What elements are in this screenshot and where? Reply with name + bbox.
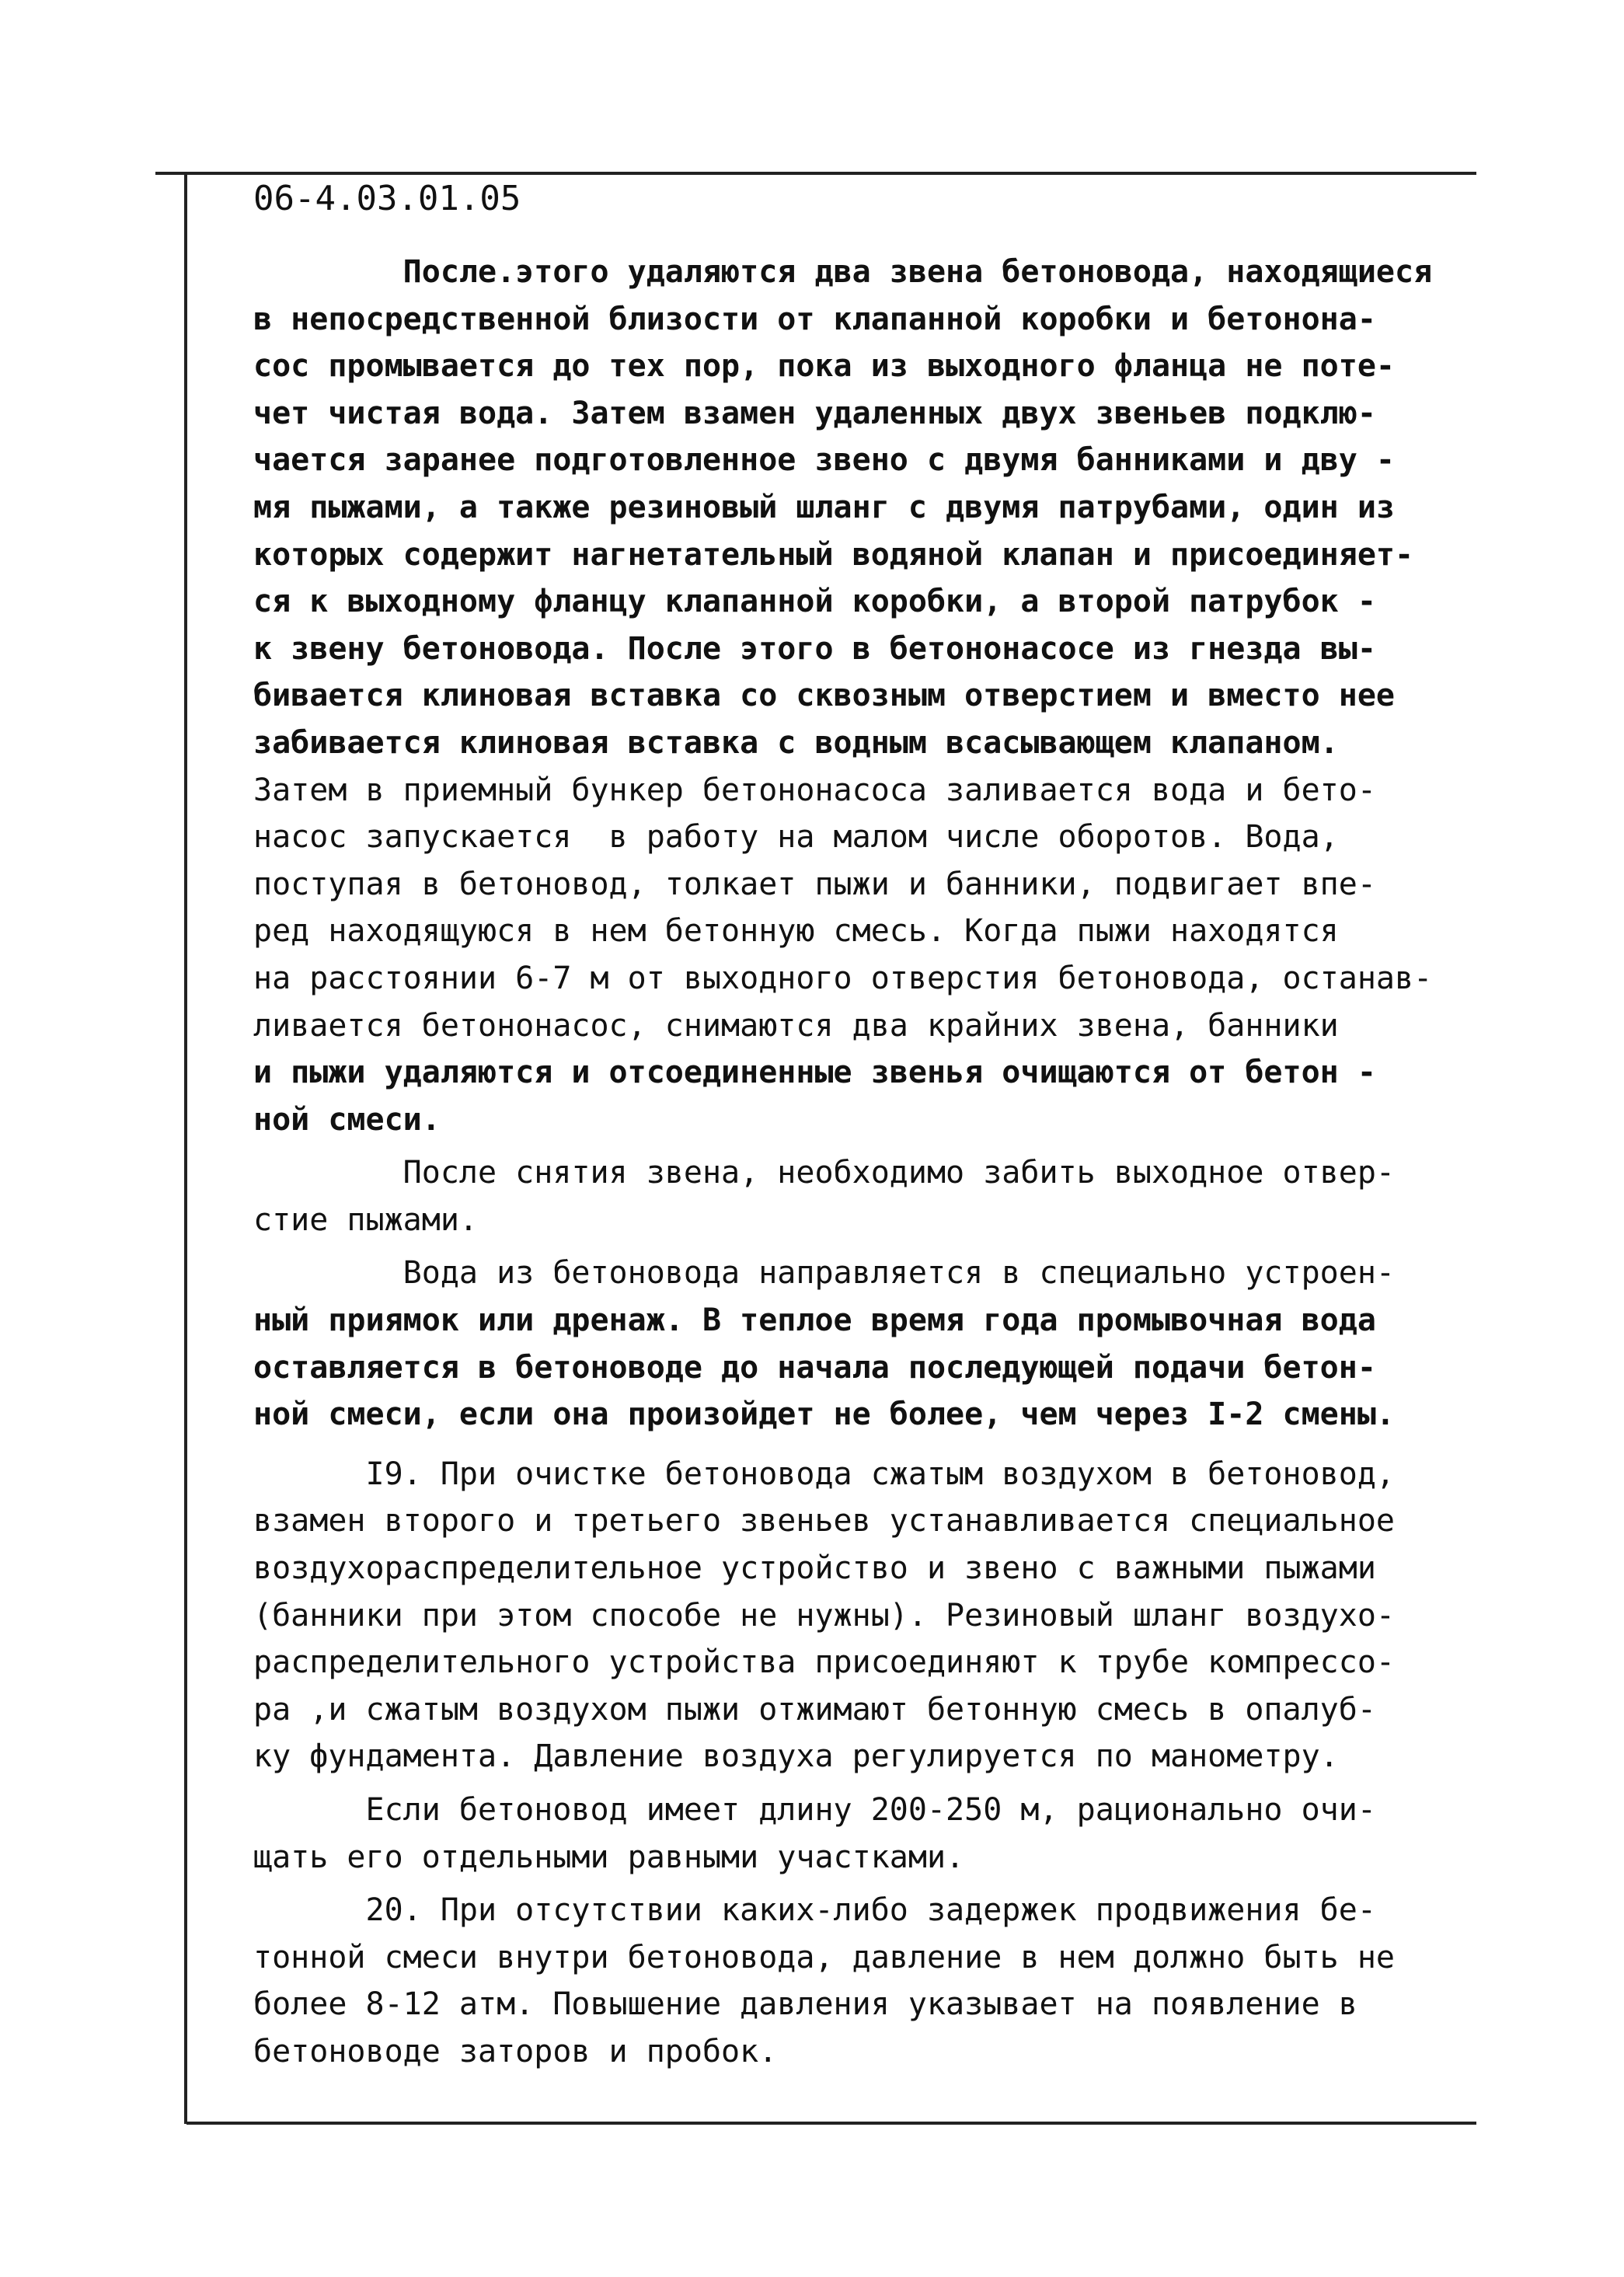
text-line: ся к выходному фланцу клапанной коробки, а второй патрубок - — [253, 584, 1376, 620]
document-body — [253, 249, 1465, 2076]
text-line: После снятия звена, необходимо забить выходное отвер- — [253, 1155, 1396, 1191]
text-line: стие пыжами. — [253, 1201, 478, 1238]
text-line: ред находящуюся в нем бетонную смесь. Когда пыжи находятся — [253, 913, 1339, 950]
text-line: более 8-12 атм. Повышение давления указывает на появление в — [253, 1986, 1357, 2023]
document-code: 06-4.03.01.05 — [253, 179, 521, 218]
text-line: забивается клиновая вставка с водным всасывающем клапаном. — [253, 724, 1339, 761]
text-line: ной смеси. — [253, 1101, 441, 1138]
text-line: ный приямок или дренаж. В теплое время года промывочная вода — [253, 1302, 1376, 1339]
text-line: щать его отдельными равными участками. — [253, 1839, 965, 1875]
text-line: насос запускается в работу на малом числе оборотов. Вода, — [253, 819, 1339, 856]
text-line: распределительного устройства присоединяют к трубе компрессо- — [253, 1644, 1396, 1681]
text-line: ку фундамента. Давление воздуха регулируется по манометру. — [253, 1738, 1339, 1775]
text-line: После.этого удаляются два звена бетоновода, находящиеся — [253, 254, 1433, 290]
top-rule — [155, 172, 1476, 175]
text-line: поступая в бетоновод, толкает пыжи и банники, подвигает впе- — [253, 866, 1376, 902]
text-line: бивается клиновая вставка со сквозным отверстием и вместо нее — [253, 678, 1396, 714]
text-line: сос промывается до тех пор, пока из выходного фланца не поте- — [253, 348, 1396, 385]
paragraph-gap — [253, 1243, 1465, 1250]
text-line: к звену бетоновода. После этого в бетононасосе из гнезда вы- — [253, 630, 1376, 667]
text-line: которых содержит нагнетательный водяной клапан и присоединяет- — [253, 536, 1414, 573]
text-line: взамен второго и третьего звеньев устанавливается специальное — [253, 1503, 1396, 1540]
text-line: воздухораспределительное устройство и звено с важными пыжами — [253, 1550, 1376, 1587]
text-line: тонной смеси внутри бетоновода, давление в нем должно быть не — [253, 1939, 1396, 1975]
text-line: в непосредственной близости от клапанной коробки и бетонона- — [253, 301, 1376, 337]
paragraph-gap — [253, 1780, 1465, 1787]
text-line: (банники при этом способе не нужны). Резиновый шланг воздухо- — [253, 1597, 1396, 1634]
text-line: Вода из бетоновода направляется в специально устроен- — [253, 1255, 1396, 1292]
text-line: Затем в приемный бункер бетононасоса заливается вода и бето- — [253, 772, 1376, 808]
bottom-rule — [186, 2122, 1476, 2125]
text-line: Если бетоновод имеет длину 200-250 м, рационально очи- — [253, 1792, 1376, 1828]
text-line: на расстоянии 6-7 м от выходного отверстия бетоновода, останав- — [253, 960, 1433, 996]
text-line: мя пыжами, а также резиновый шланг с двумя патрубами, один из — [253, 489, 1396, 525]
text-line: ра ,и сжатым воздухом пыжи отжимают бетонную смесь в опалуб- — [253, 1691, 1376, 1728]
text-line: ливается бетононасос, снимаются два крайних звена, банники — [253, 1007, 1339, 1044]
text-line: чается заранее подготовленное звено с двумя банниками и дву - — [253, 442, 1396, 479]
text-line: 20. При отсутствии каких-либо задержек продвижения бе- — [253, 1892, 1376, 1929]
text-line: ной смеси, если она произойдет не более, чем через I-2 смены. — [253, 1397, 1396, 1433]
left-margin-rule — [184, 173, 187, 2124]
text-line: чет чистая вода. Затем взамен удаленных двух звеньев подклю- — [253, 395, 1376, 431]
text-line: бетоноводе заторов и пробок. — [253, 2033, 778, 2070]
text-line: оставляется в бетоноводе до начала последующей подачи бетон- — [253, 1349, 1376, 1386]
text-line: I9. При очистке бетоновода сжатым воздухом в бетоновод, — [253, 1456, 1396, 1492]
paragraph-gap — [253, 1438, 1465, 1451]
paragraph-gap — [253, 1143, 1465, 1149]
text-line: и пыжи удаляются и отсоединенные звенья очищаются от бетон - — [253, 1055, 1376, 1091]
paragraph-gap — [253, 1881, 1465, 1887]
